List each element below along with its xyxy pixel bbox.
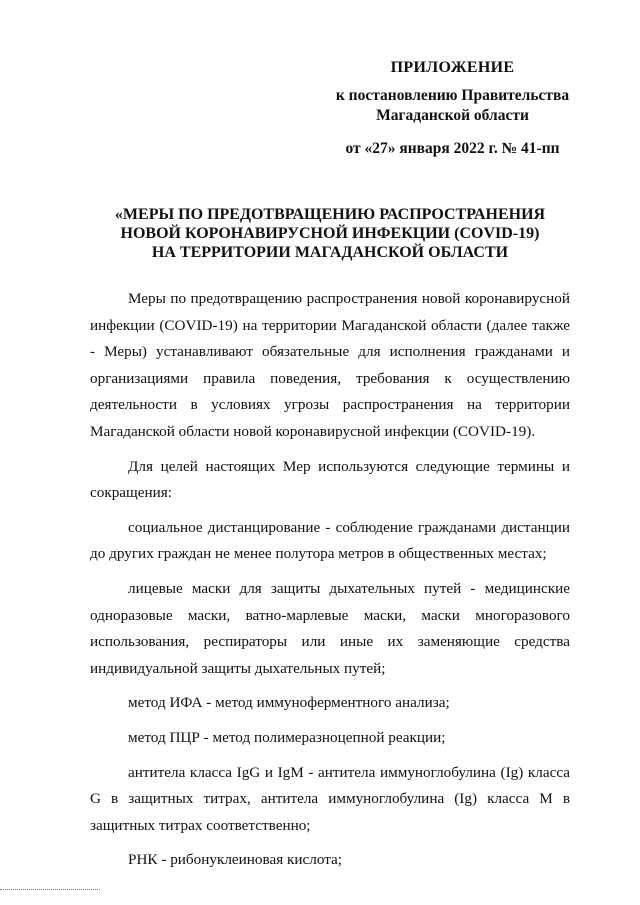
annex-header — [330, 58, 575, 159]
paragraph-term-ifa: метод ИФА - метод иммуноферментного анализа; — [128, 694, 450, 712]
document-body — [90, 286, 570, 874]
paragraph-term-rna: РНК - рибонуклеиновая кислота; — [128, 851, 343, 869]
footnote-divider — [0, 889, 100, 890]
annex-title: ПРИЛОЖЕНИЕ — [390, 59, 515, 76]
document-title-line: НОВОЙ КОРОНАВИРУСНОЙ ИНФЕКЦИИ (COVID-19) — [120, 225, 540, 242]
paragraph-term-face-masks: лицевые маски для защиты дыхательных путей - медицинские одноразовые маски, ватно-марлевые маски, маски многоразового использования, респираторы или иные их заменяющие средства индивидуальной защиты дыхательных путей; — [90, 579, 570, 677]
annex-reference-line-1: к постановлению Правительства — [335, 87, 570, 104]
document-title — [80, 205, 580, 262]
annex-date: от «27» января 2022 г. № 41-пп — [345, 140, 560, 157]
paragraph-term-antibodies: антитела класса IgG и IgM - антитела иммуноглобулина (Ig) класса G в защитных титрах, антитела иммуноглобулина (Ig) класса M в защитных титрах соответственно; — [90, 763, 570, 834]
paragraph-term-social-distancing: социальное дистанцирование - соблюдение гражданами дистанции до других граждан не менее полутора метров в общественных местах; — [90, 518, 570, 563]
document-title-line: НА ТЕРРИТОРИИ МАГАДАНСКОЙ ОБЛАСТИ — [151, 244, 509, 261]
document-title-line: «МЕРЫ ПО ПРЕДОТВРАЩЕНИЮ РАСПРОСТРАНЕНИЯ — [114, 206, 546, 223]
paragraph-terms-intro: Для целей настоящих Мер используются следующие термины и сокращения: — [90, 457, 570, 502]
annex-reference-line-2: Магаданской области — [376, 107, 529, 124]
paragraph-term-pcr: метод ПЦР - метод полимеразноцепной реакции; — [128, 728, 446, 746]
paragraph-intro: Меры по предотвращению распространения новой коронавирусной инфекции (COVID-19) на территории Магаданской области (далее также - Меры) устанавливают обязательные для исполнения гражданами и организациями правила поведения, требования к осуществлению деятельности в условиях угрозы распространения на территории Магаданской области новой коронавирусной инфекции (COVID-19). — [90, 290, 570, 440]
